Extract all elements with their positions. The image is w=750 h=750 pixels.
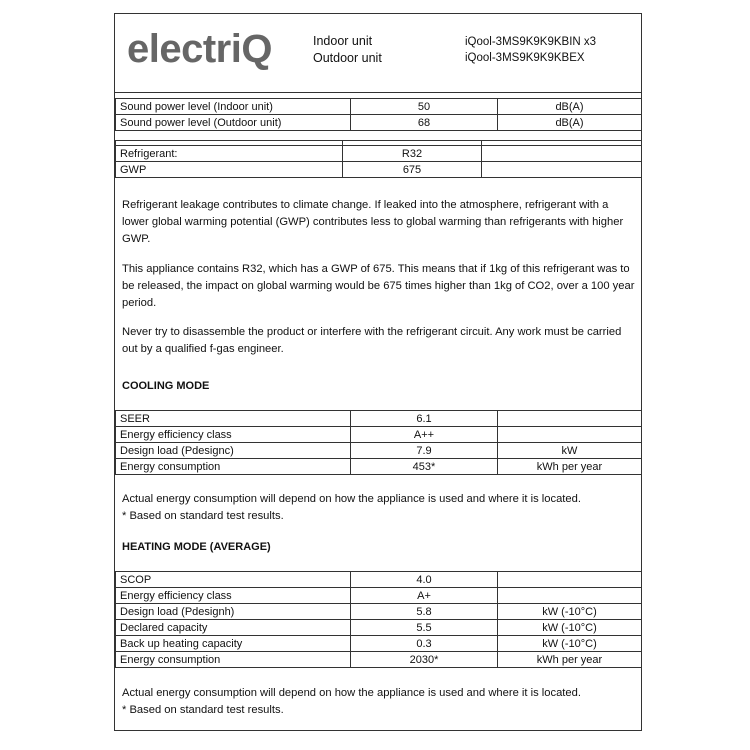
cell-label: Energy efficiency class <box>116 427 351 443</box>
cell-value: 5.5 <box>351 620 498 636</box>
table-row <box>116 146 642 162</box>
table-row <box>116 427 642 443</box>
heating-note-line1: Actual energy consumption will depend on how the appliance is used and where it is located. <box>122 687 581 699</box>
cell-unit <box>482 146 642 162</box>
cell-value: A+ <box>351 588 498 604</box>
heating-note-line2: * Based on standard test results. <box>122 704 284 716</box>
paragraph-gwp: This appliance contains R32, which has a GWP of 675. This means that if 1kg of this refrigerant was to be released, the impact on global warming would be 675 times higher than 1kg of CO2, over a 100 year period. <box>122 263 635 309</box>
header <box>115 14 640 92</box>
table-row <box>116 588 642 604</box>
cell-label: Design load (Pdesignh) <box>116 604 351 620</box>
cooling-table <box>115 410 642 475</box>
outdoor-model: iQool-3MS9K9K9KBEX <box>465 52 585 64</box>
cell-unit <box>498 411 642 427</box>
table-row <box>116 604 642 620</box>
cell-unit: kW (-10°C) <box>498 604 642 620</box>
cell-unit: dB(A) <box>498 115 642 131</box>
indoor-unit-label: Indoor unit <box>313 34 373 48</box>
table-row <box>116 652 642 668</box>
cell-unit <box>498 427 642 443</box>
refrigerant-table <box>115 140 642 178</box>
cell-label: SCOP <box>116 572 351 588</box>
outdoor-unit-label: Outdoor unit <box>313 51 382 65</box>
cell-value: 68 <box>351 115 498 131</box>
cell-label: GWP <box>116 162 343 178</box>
cell-unit: kW (-10°C) <box>498 620 642 636</box>
cell-unit <box>498 572 642 588</box>
cooling-note <box>122 491 637 525</box>
cooling-note-line1: Actual energy consumption will depend on how the appliance is used and where it is located. <box>122 493 581 505</box>
cell-label: SEER <box>116 411 351 427</box>
cell-value: A++ <box>351 427 498 443</box>
cell-value: 453* <box>351 459 498 475</box>
unit-labels <box>313 33 382 67</box>
cell-label: Refrigerant: <box>116 146 343 162</box>
table-row <box>116 459 642 475</box>
header-divider <box>115 92 642 93</box>
cell-unit <box>482 162 642 178</box>
cell-unit: kWh per year <box>498 459 642 475</box>
cell-label: Design load (Pdesignc) <box>116 443 351 459</box>
cell-unit <box>498 588 642 604</box>
cell-value: 6.1 <box>351 411 498 427</box>
cell-value: 0.3 <box>351 636 498 652</box>
energy-label-sheet <box>114 13 642 731</box>
heating-table <box>115 571 642 668</box>
model-numbers <box>465 34 596 66</box>
cell-value: 675 <box>343 162 482 178</box>
heating-mode-title: HEATING MODE (AVERAGE) <box>122 541 271 553</box>
cell-value: 5.8 <box>351 604 498 620</box>
cell-value: R32 <box>343 146 482 162</box>
brand-logo: electriQ <box>127 27 272 71</box>
cell-label: Energy consumption <box>116 459 351 475</box>
table-row <box>116 572 642 588</box>
cell-value: 2030* <box>351 652 498 668</box>
cell-value: 50 <box>351 99 498 115</box>
cell-value: 4.0 <box>351 572 498 588</box>
cell-label: Declared capacity <box>116 620 351 636</box>
paragraph-warning: Never try to disassemble the product or interfere with the refrigerant circuit. Any work must be carried out by a qualified f-gas engineer. <box>122 326 622 355</box>
cell-label: Back up heating capacity <box>116 636 351 652</box>
table-row <box>116 620 642 636</box>
table-row <box>116 162 642 178</box>
cell-label: Sound power level (Indoor unit) <box>116 99 351 115</box>
cell-unit: kW <box>498 443 642 459</box>
cell-label: Sound power level (Outdoor unit) <box>116 115 351 131</box>
cooling-note-line2: * Based on standard test results. <box>122 510 284 522</box>
table-row <box>116 411 642 427</box>
table-row <box>116 443 642 459</box>
table-row <box>116 115 642 131</box>
indoor-model: iQool-3MS9K9K9KBIN x3 <box>465 36 597 48</box>
cell-unit: kW (-10°C) <box>498 636 642 652</box>
paragraph-leakage: Refrigerant leakage contributes to climate change. If leaked into the atmosphere, refrigerant with a lower global warming potential (GWP) contributes less to global warming than refrigerants with higher GWP. <box>122 199 624 245</box>
cell-unit: kWh per year <box>498 652 642 668</box>
table-row <box>116 99 642 115</box>
cell-label: Energy efficiency class <box>116 588 351 604</box>
cell-value: 7.9 <box>351 443 498 459</box>
cell-unit: dB(A) <box>498 99 642 115</box>
cell-label: Energy consumption <box>116 652 351 668</box>
cooling-mode-title: COOLING MODE <box>122 380 210 392</box>
heating-note <box>122 685 637 719</box>
sound-table <box>115 98 642 131</box>
table-row <box>116 636 642 652</box>
